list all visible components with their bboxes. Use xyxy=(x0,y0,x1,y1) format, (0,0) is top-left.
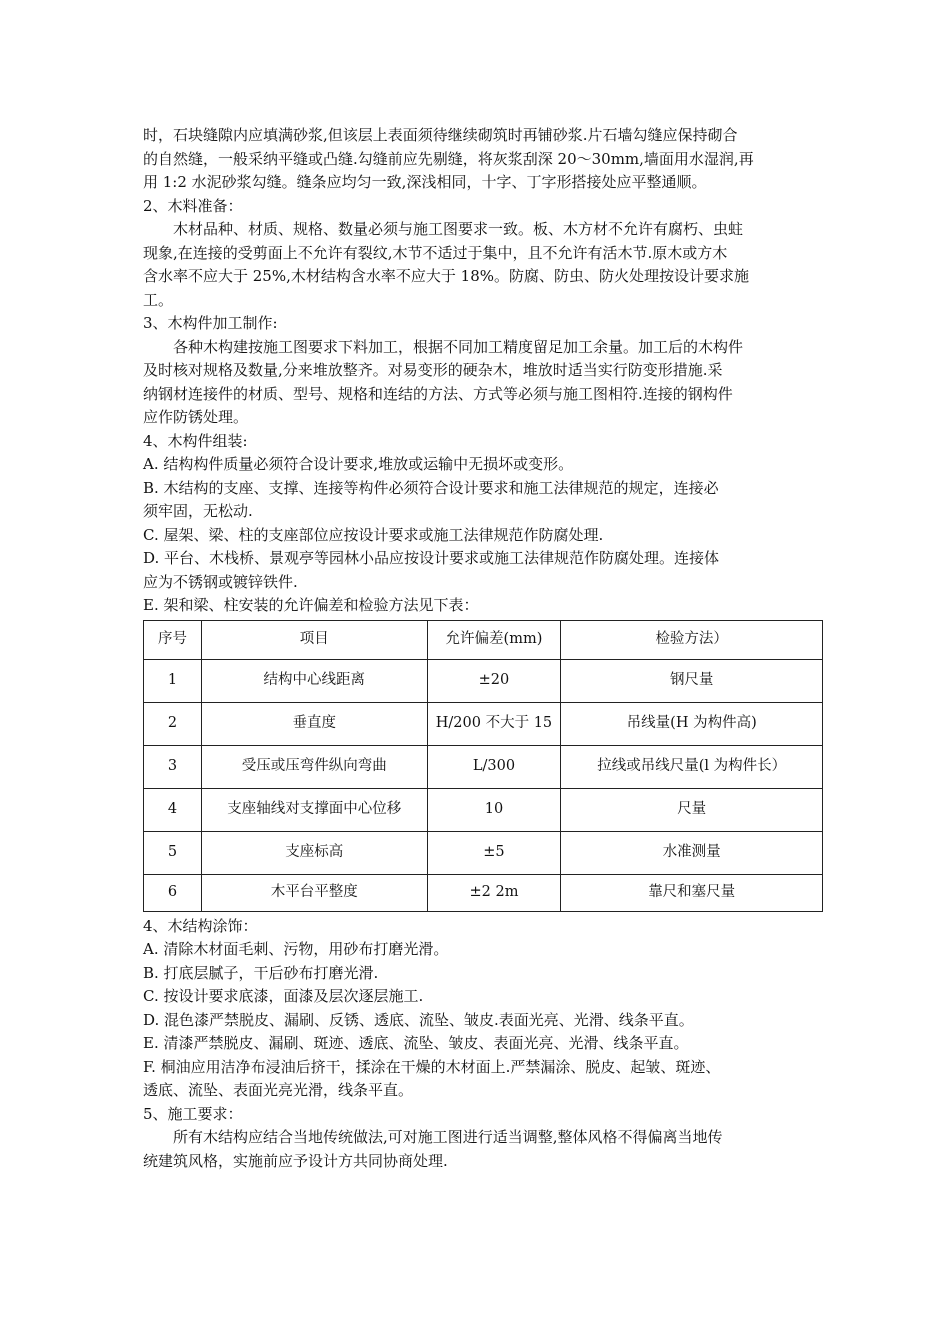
header-cell: 检验方法） xyxy=(561,620,823,659)
text-line: 用 1:2 水泥砂浆勾缝。缝条应均匀一致,深浅相同，十字、丁字形搭接处应平整通顺。 xyxy=(143,173,707,191)
text-line: 时，石块缝隙内应填满砂浆,但该层上表面须待继续砌筑时再铺砂浆.片石墙勾缝应保持砌合 xyxy=(143,126,738,144)
list-item: B. 打底层腻子，干后砂布打磨光滑. xyxy=(143,963,379,982)
text-line: 各种木构建按施工图要求下料加工，根据不同加工精度留足加工余量。加工后的木构件 xyxy=(173,337,744,356)
list-item: D. 混色漆严禁脱皮、漏刷、反锈、透底、流坠、皱皮.表面光亮、光滑、线条平直。 xyxy=(143,1010,694,1029)
list-item: F. 桐油应用洁净布浸油后挤干，揉涂在干燥的木材面上.严禁漏涂、脱皮、起皱、斑迹、 xyxy=(143,1057,721,1076)
table-cell: L/300 xyxy=(427,745,561,788)
header-cell: 序号 xyxy=(144,620,202,659)
table-row xyxy=(144,831,823,874)
table-row xyxy=(144,788,823,831)
list-item: E. 架和梁、柱安装的允许偏差和检验方法见下表： xyxy=(143,596,479,614)
table-cell: 2 xyxy=(144,702,202,745)
list-item: B. 木结构的支座、支撑、连接等构件必须符合设计要求和施工法律规范的规定，连接必 xyxy=(143,478,719,497)
table-cell: 5 xyxy=(144,831,202,874)
section-heading-construction-requirements: 5、施工要求： xyxy=(143,1104,243,1123)
table-row xyxy=(144,659,823,702)
text-line: 所有木结构应结合当地传统做法,可对施工图进行适当调整,整体风格不得偏离当地传 xyxy=(173,1128,723,1146)
tolerance-table xyxy=(143,620,823,912)
list-item: C. 屋架、梁、柱的支座部位应按设计要求或施工法律规范作防腐处理. xyxy=(143,525,604,544)
table-row xyxy=(144,874,823,911)
table-cell: 3 xyxy=(144,745,202,788)
table-cell: 结构中心线距离 xyxy=(201,659,427,702)
section-heading-member-assembly: 4、木构件组装: xyxy=(143,431,248,450)
table-cell: 水准测量 xyxy=(561,831,823,874)
table-cell: 支座轴线对支撑面中心位移 xyxy=(201,788,427,831)
section-heading-member-fabrication: 3、木构件加工制作: xyxy=(143,314,278,332)
table-cell: 1 xyxy=(144,659,202,702)
list-item: A. 清除木材面毛刺、污物，用砂布打磨光滑。 xyxy=(143,940,449,958)
list-item-continuation: 应为不锈钢或镀锌铁件. xyxy=(143,572,298,591)
list-item: E. 清漆严禁脱皮、漏刷、斑迹、透底、流坠、皱皮、表面光亮、光滑、线条平直。 xyxy=(143,1034,689,1052)
table-cell: 木平台平整度 xyxy=(201,874,427,911)
list-item-continuation: 透底、流坠、表面光亮光滑，线条平直。 xyxy=(143,1081,414,1099)
table-cell: ±20 xyxy=(427,659,561,702)
table-header-row xyxy=(144,620,823,659)
document-page xyxy=(143,124,823,1173)
table-cell: 尺量 xyxy=(561,788,823,831)
list-item: C. 按设计要求底漆，面漆及层次逐层施工. xyxy=(143,987,424,1005)
table-cell: 吊线量(H 为构件高) xyxy=(561,702,823,745)
table-row xyxy=(144,745,823,788)
list-item: A. 结构构件质量必须符合设计要求,堆放或运输中无损坏或变形。 xyxy=(143,455,574,473)
table-cell: 靠尺和塞尺量 xyxy=(561,874,823,911)
table-cell: ±2 2m xyxy=(427,874,561,911)
table-cell: 拉线或吊线尺量(l 为构件长） xyxy=(561,745,823,788)
table-cell: 受压或压弯件纵向弯曲 xyxy=(201,745,427,788)
table-cell: ±5 xyxy=(427,831,561,874)
table-cell: H/200 不大于 15 xyxy=(427,702,561,745)
table-row xyxy=(144,702,823,745)
table-cell: 垂直度 xyxy=(201,702,427,745)
text-line: 应作防锈处理。 xyxy=(143,408,249,426)
text-line: 及时核对规格及数量,分来堆放整齐。对易变形的硬杂木，堆放时适当实行防变形措施.采 xyxy=(143,361,723,379)
text-line: 含水率不应大于 25%,木材结构含水率不应大于 18%。防腐、防虫、防火处理按设计要求施 xyxy=(143,267,749,285)
text-line: 现象,在连接的受剪面上不允许有裂纹,木节不适过于集中，且不允许有活木节.原木或方木 xyxy=(143,243,728,262)
table-cell: 10 xyxy=(427,788,561,831)
header-cell: 项目 xyxy=(201,620,427,659)
paragraph-masonry xyxy=(143,124,823,195)
table-cell: 支座标高 xyxy=(201,831,427,874)
text-line: 的自然缝，一般采纳平缝或凸缝.勾缝前应先剔缝，将灰浆刮深 20～30mm,墙面用水湿润,再 xyxy=(143,149,754,168)
text-line: 纳钢材连接件的材质、型号、规格和连结的方法、方式等必须与施工图相符.连接的钢构件 xyxy=(143,384,733,403)
text-line: 统建筑风格，实施前应予设计方共同协商处理. xyxy=(143,1151,448,1170)
text-line: 木材品种、材质、规格、数量必须与施工图要求一致。板、木方材不允许有腐朽、虫蛀 xyxy=(173,220,744,238)
section-heading-timber-prep: 2、木料准备： xyxy=(143,196,243,215)
table-cell: 钢尺量 xyxy=(561,659,823,702)
table-cell: 4 xyxy=(144,788,202,831)
section-heading-wood-coating: 4、木结构涂饰： xyxy=(143,916,258,935)
table-cell: 6 xyxy=(144,874,202,911)
header-cell: 允许偏差(mm) xyxy=(427,620,561,659)
list-item-continuation: 须牢固，无松动. xyxy=(143,502,253,520)
list-item: D. 平台、木栈桥、景观亭等园林小品应按设计要求或施工法律规范作防腐处理。连接体 xyxy=(143,549,720,567)
text-line: 工。 xyxy=(143,290,174,309)
